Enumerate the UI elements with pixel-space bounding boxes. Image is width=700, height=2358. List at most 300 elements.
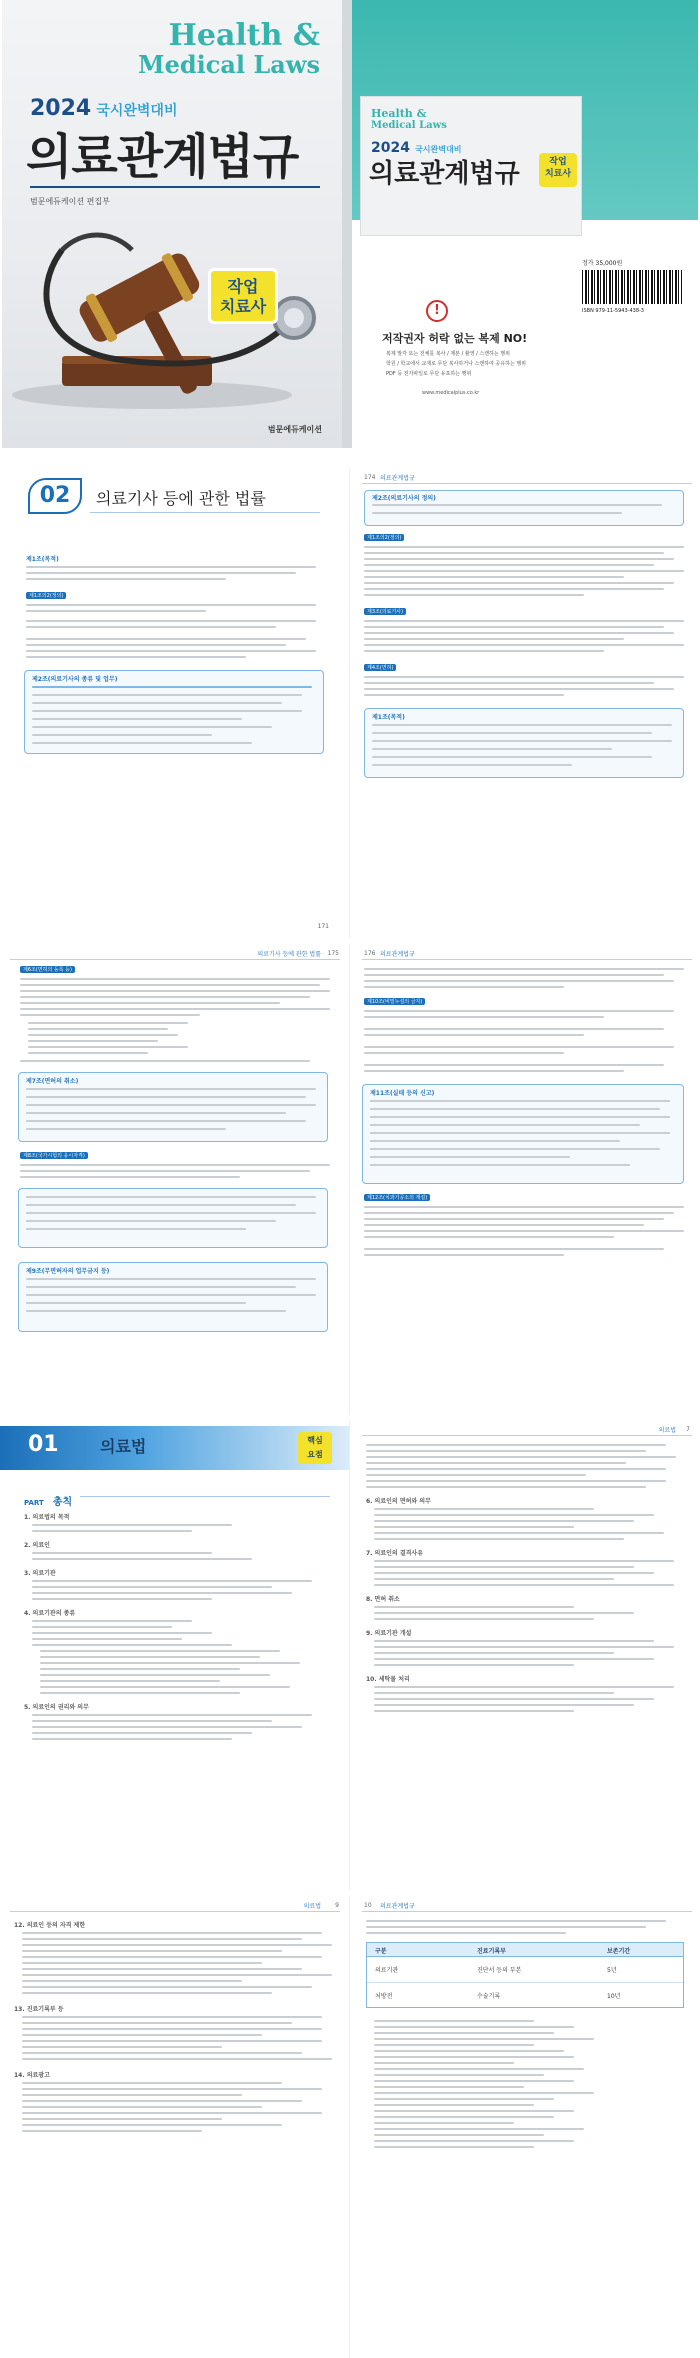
text-line-placeholder xyxy=(364,1046,674,1048)
book-spine xyxy=(342,0,352,448)
warning-line-1: 복제 발각 또는 전체를 복사 / 제본 / 촬영 / 스캔하는 행위 xyxy=(386,351,510,357)
text-line-placeholder xyxy=(364,1010,674,1012)
text-line-placeholder xyxy=(370,1156,570,1158)
text-line-placeholder xyxy=(20,1002,280,1004)
profession-badge xyxy=(208,268,278,324)
text-line-placeholder xyxy=(374,2062,514,2064)
text-line-placeholder xyxy=(374,2104,534,2106)
table-header-cell: 보존기간 xyxy=(607,1948,631,1955)
text-line-placeholder xyxy=(370,1108,660,1110)
item-heading: 3. 의료기관 xyxy=(24,1570,56,1577)
text-line-placeholder xyxy=(26,1088,316,1090)
text-line-placeholder xyxy=(374,1584,674,1586)
text-line-placeholder xyxy=(22,1950,282,1952)
text-line-placeholder xyxy=(28,1040,158,1042)
text-line-placeholder xyxy=(364,620,684,622)
edition-year: 2024 xyxy=(30,96,92,121)
text-line-placeholder xyxy=(26,1204,296,1206)
table-header-cell: 구분 xyxy=(375,1948,387,1955)
text-line-placeholder xyxy=(40,1662,300,1664)
item-heading: 8. 면허 취소 xyxy=(366,1596,400,1603)
text-line-placeholder xyxy=(22,2094,242,2096)
text-line-placeholder xyxy=(26,1278,316,1280)
section-title: 총칙 xyxy=(52,1497,73,1508)
text-line-placeholder xyxy=(32,1720,272,1722)
text-line-placeholder xyxy=(22,1980,242,1982)
text-line-placeholder xyxy=(22,2118,222,2120)
table-cell: 5년 xyxy=(607,1967,617,1974)
section-tag: 제8조(국가시험의 응시자격) xyxy=(20,1152,88,1159)
text-line-placeholder xyxy=(26,620,316,622)
item-heading: 13. 진료기록부 등 xyxy=(14,2006,64,2013)
text-line-placeholder xyxy=(364,1016,604,1018)
text-line-placeholder xyxy=(26,572,296,574)
text-line-placeholder xyxy=(374,1606,574,1608)
spread-2 xyxy=(0,944,700,1414)
text-line-placeholder xyxy=(20,1060,310,1062)
section-tag: 제4조(면허) xyxy=(364,664,396,671)
chapter-number: 01 xyxy=(28,1432,59,1457)
text-line-placeholder xyxy=(374,1664,574,1666)
text-line-placeholder xyxy=(40,1686,290,1688)
section-tag: 제10조(비밀누설의 금지) xyxy=(364,998,425,1005)
warning-line-3: PDF 등 전자파일로 무단 유포하는 행위 xyxy=(386,371,472,377)
text-line-placeholder xyxy=(28,1052,148,1054)
section-rule xyxy=(80,1496,330,1497)
text-line-placeholder xyxy=(22,1986,312,1988)
page-number: 171 xyxy=(317,923,329,930)
text-line-placeholder xyxy=(40,1674,270,1676)
barcode xyxy=(582,270,682,304)
text-line-placeholder xyxy=(32,1638,182,1640)
text-line-placeholder xyxy=(372,756,652,758)
text-line-placeholder xyxy=(364,1034,584,1036)
text-line-placeholder xyxy=(366,1450,646,1452)
text-line-placeholder xyxy=(32,1552,212,1554)
text-line-placeholder xyxy=(22,1962,262,1964)
text-line-placeholder xyxy=(32,694,302,696)
text-line-placeholder xyxy=(364,1212,674,1214)
text-line-placeholder xyxy=(32,1732,252,1734)
text-line-placeholder xyxy=(32,1726,302,1728)
text-line-placeholder xyxy=(22,2106,262,2108)
text-line-placeholder xyxy=(20,978,330,980)
back-title-card xyxy=(360,96,582,236)
text-line-placeholder xyxy=(366,1920,666,1922)
section-tag: 제3조(의료기사) xyxy=(364,608,406,615)
page-number: 174 xyxy=(364,474,376,481)
spread1-left-page xyxy=(0,468,350,938)
text-line-placeholder xyxy=(20,990,330,992)
item-heading: 9. 의료기관 개설 xyxy=(366,1630,412,1637)
text-line-placeholder xyxy=(20,1176,240,1178)
back-cover xyxy=(352,0,698,448)
text-line-placeholder xyxy=(374,2032,554,2034)
section-heading xyxy=(24,1490,72,1509)
front-cover xyxy=(2,0,342,448)
text-line-placeholder xyxy=(26,656,246,658)
text-line-placeholder xyxy=(364,682,654,684)
text-line-placeholder xyxy=(366,1462,626,1464)
text-line-placeholder xyxy=(22,1944,332,1946)
text-line-placeholder xyxy=(32,726,272,728)
text-line-placeholder xyxy=(40,1692,240,1694)
text-line-placeholder xyxy=(28,1034,178,1036)
text-line-placeholder xyxy=(20,1014,200,1016)
text-line-placeholder xyxy=(366,1468,666,1470)
text-line-placeholder xyxy=(374,2116,554,2118)
text-line-placeholder xyxy=(364,1028,664,1030)
running-header: 의료법 xyxy=(658,1427,676,1434)
text-line-placeholder xyxy=(32,734,212,736)
text-line-placeholder xyxy=(22,2034,262,2036)
table-cell: 진단서 등의 부본 xyxy=(477,1967,522,1974)
text-line-placeholder xyxy=(374,1710,574,1712)
text-line-placeholder xyxy=(374,2074,544,2076)
text-line-placeholder xyxy=(22,1956,322,1958)
text-line-placeholder xyxy=(374,1566,634,1568)
table-cell: 10년 xyxy=(607,1993,621,2000)
text-line-placeholder xyxy=(32,718,242,720)
text-line-placeholder xyxy=(364,1206,684,1208)
text-line-placeholder xyxy=(20,984,320,986)
text-line-placeholder xyxy=(364,582,674,584)
page-number: 9 xyxy=(335,1902,339,1909)
text-line-placeholder xyxy=(374,2146,534,2148)
text-line-placeholder xyxy=(374,2122,514,2124)
text-line-placeholder xyxy=(26,1112,286,1114)
isbn: ISBN 979-11-5943-438-3 xyxy=(582,308,644,314)
text-line-placeholder xyxy=(22,2124,282,2126)
text-line-placeholder xyxy=(364,694,564,696)
text-line-placeholder xyxy=(374,1646,674,1648)
section-heading: 제1조(목적) xyxy=(26,556,59,563)
text-line-placeholder xyxy=(364,986,564,988)
text-line-placeholder xyxy=(32,742,252,744)
text-line-placeholder xyxy=(364,968,684,970)
item-heading: 4. 의료기관의 종류 xyxy=(24,1610,76,1617)
text-line-placeholder xyxy=(370,1132,670,1134)
text-line-placeholder xyxy=(372,512,622,514)
text-line-placeholder xyxy=(32,702,282,704)
text-line-placeholder xyxy=(364,1236,614,1238)
text-line-placeholder xyxy=(374,2128,584,2130)
highlight-box xyxy=(362,1084,684,1184)
text-line-placeholder xyxy=(32,1530,192,1532)
table-header-row xyxy=(367,1943,683,1957)
text-line-placeholder xyxy=(370,1100,670,1102)
spread4-right-page xyxy=(352,1896,700,2358)
chapter-title: 의료기사 등에 관한 법률 xyxy=(96,489,266,508)
text-line-placeholder xyxy=(364,1248,664,1250)
text-line-placeholder xyxy=(372,740,672,742)
item-heading: 1. 의료법의 목적 xyxy=(24,1514,70,1521)
text-line-placeholder xyxy=(20,1008,330,1010)
text-line-placeholder xyxy=(26,1302,246,1304)
text-line-placeholder xyxy=(374,2026,574,2028)
text-line-placeholder xyxy=(26,1120,306,1122)
text-line-placeholder xyxy=(20,1164,330,1166)
edition-suffix: 국시완벽대비 xyxy=(96,103,178,119)
spread2-left-page xyxy=(0,944,350,1414)
running-header: 의료기사 등에 관한 법률 xyxy=(257,951,321,958)
text-line-placeholder xyxy=(26,566,316,568)
item-heading: 7. 의료인의 결격사유 xyxy=(366,1550,424,1557)
badge-line-1: 작업 xyxy=(227,277,259,296)
text-line-placeholder xyxy=(22,2082,282,2084)
text-line-placeholder xyxy=(26,626,276,628)
text-line-placeholder xyxy=(366,1456,676,1458)
text-line-placeholder xyxy=(22,2028,322,2030)
text-line-placeholder xyxy=(22,2040,322,2042)
text-line-placeholder xyxy=(366,1474,586,1476)
text-line-placeholder xyxy=(364,576,624,578)
warning-line-2: 학원 / 학교에서 교재로 무단 복사하거나 스캔하여 공유하는 행위 xyxy=(386,361,526,367)
item-heading: 5. 의료인의 권리와 의무 xyxy=(24,1704,89,1711)
text-line-placeholder xyxy=(26,1128,226,1130)
page-number: 7 xyxy=(686,1426,690,1433)
text-line-placeholder xyxy=(32,1714,312,1716)
text-line-placeholder xyxy=(22,2088,322,2090)
chapter-title: 의료법 xyxy=(100,1437,147,1456)
text-line-placeholder xyxy=(374,2068,584,2070)
text-line-placeholder xyxy=(374,1652,614,1654)
text-line-placeholder xyxy=(22,2058,332,2060)
cover-spread xyxy=(0,0,700,448)
text-line-placeholder xyxy=(22,1968,302,1970)
back-edition-year: 2024 xyxy=(371,140,410,156)
text-line-placeholder xyxy=(374,2110,574,2112)
chapter-title-rule xyxy=(90,512,320,513)
text-line-placeholder xyxy=(364,632,674,634)
text-line-placeholder xyxy=(374,2098,554,2100)
spread4-left-page xyxy=(0,1896,350,2358)
running-header: 의료관계법규 xyxy=(380,475,415,482)
spread3-left-page xyxy=(0,1420,350,1890)
text-line-placeholder xyxy=(364,594,584,596)
running-header: 의료관계법규 xyxy=(380,1903,415,1910)
back-badge-line-1: 작업 xyxy=(549,157,567,167)
note-box-2 xyxy=(364,708,684,778)
text-line-placeholder xyxy=(364,644,684,646)
text-line-placeholder xyxy=(370,1164,630,1166)
table-cell: 처방전 xyxy=(375,1993,393,2000)
text-line-placeholder xyxy=(22,2046,222,2048)
text-line-placeholder xyxy=(374,1538,624,1540)
item-heading: 12. 의료인 등의 자격 제한 xyxy=(14,1922,86,1929)
text-line-placeholder xyxy=(374,1704,634,1706)
text-line-placeholder xyxy=(374,1658,654,1660)
text-line-placeholder xyxy=(22,2112,322,2114)
table-row xyxy=(367,1957,683,1983)
text-line-placeholder xyxy=(26,1104,316,1106)
warning-title: 저작권자 허락 없는 복제 NO! xyxy=(382,332,528,345)
text-line-placeholder xyxy=(26,610,206,612)
text-line-placeholder xyxy=(364,546,684,548)
text-line-placeholder xyxy=(32,1620,192,1622)
text-line-placeholder xyxy=(374,1508,594,1510)
text-line-placeholder xyxy=(364,688,674,690)
cover-title-underline xyxy=(30,186,320,188)
back-main-title: 의료관계법규 xyxy=(369,159,520,189)
text-line-placeholder xyxy=(22,1992,272,1994)
header-rule xyxy=(362,483,692,484)
text-line-placeholder xyxy=(366,1444,666,1446)
text-line-placeholder xyxy=(364,1052,564,1054)
page-number: 176 xyxy=(364,950,376,957)
text-line-placeholder xyxy=(28,1028,168,1030)
text-line-placeholder xyxy=(26,638,306,640)
text-line-placeholder xyxy=(22,1938,302,1940)
text-line-placeholder xyxy=(22,2130,202,2132)
text-line-placeholder xyxy=(26,578,226,580)
text-line-placeholder xyxy=(364,974,664,976)
chapter-number-box: 02 xyxy=(28,478,82,514)
text-line-placeholder xyxy=(22,2100,302,2102)
text-line-placeholder xyxy=(40,1668,240,1670)
text-line-placeholder xyxy=(32,686,312,688)
text-line-placeholder xyxy=(26,1212,316,1214)
text-line-placeholder xyxy=(364,626,664,628)
section-tag: 제1조의2(정의) xyxy=(364,534,404,541)
text-line-placeholder xyxy=(372,724,672,726)
table-row xyxy=(367,1983,683,2007)
text-line-placeholder xyxy=(374,1698,654,1700)
cover-title-en-1: Health & xyxy=(168,18,320,53)
text-line-placeholder xyxy=(366,1480,666,1482)
text-line-placeholder xyxy=(364,588,664,590)
text-line-placeholder xyxy=(364,1070,624,1072)
header-rule xyxy=(362,1911,692,1912)
badge-line-2: 치료사 xyxy=(219,297,267,316)
text-line-placeholder xyxy=(26,1228,246,1230)
text-line-placeholder xyxy=(26,1220,276,1222)
item-heading: 10. 세탁물 처리 xyxy=(366,1676,410,1683)
text-line-placeholder xyxy=(364,564,654,566)
spread-3 xyxy=(0,1420,700,1890)
text-line-placeholder xyxy=(374,1686,674,1688)
text-line-placeholder xyxy=(364,558,674,560)
text-line-placeholder xyxy=(26,1310,286,1312)
text-line-placeholder xyxy=(26,1196,316,1198)
section-tag: 제6조(면허의 등록 등) xyxy=(20,966,75,973)
page-number: 175 xyxy=(327,950,339,957)
text-line-placeholder xyxy=(26,644,286,646)
back-title-en-2: Medical Laws xyxy=(371,120,447,131)
text-line-placeholder xyxy=(374,2134,544,2136)
text-line-placeholder xyxy=(372,504,662,506)
section-tag: 제1조의2(정의) xyxy=(26,592,66,599)
text-line-placeholder xyxy=(366,1486,646,1488)
highlight-box-3-title: 제9조(무면허자의 업무금지 등) xyxy=(26,1268,110,1275)
text-line-placeholder xyxy=(364,552,664,554)
text-line-placeholder xyxy=(364,1254,564,1256)
text-line-placeholder xyxy=(374,2020,534,2022)
header-rule xyxy=(362,959,692,960)
text-line-placeholder xyxy=(364,1064,664,1066)
text-line-placeholder xyxy=(374,1618,594,1620)
text-line-placeholder xyxy=(22,2016,322,2018)
chapter-tag-line-2: 요점 xyxy=(307,1450,323,1459)
text-line-placeholder xyxy=(370,1148,660,1150)
text-line-placeholder xyxy=(32,710,302,712)
text-line-placeholder xyxy=(32,1626,172,1628)
table-header-cell: 진료기록부 xyxy=(477,1948,506,1955)
text-line-placeholder xyxy=(32,1524,232,1526)
text-line-placeholder xyxy=(374,2086,524,2088)
spread2-right-page xyxy=(352,944,700,1414)
highlight-box-title: 제11조(실태 등의 신고) xyxy=(370,1090,435,1097)
text-line-placeholder xyxy=(374,2140,574,2142)
text-line-placeholder xyxy=(364,1230,684,1232)
text-line-placeholder xyxy=(374,1572,654,1574)
price: 정가 35,000원 xyxy=(582,260,623,267)
text-line-placeholder xyxy=(374,2080,574,2082)
text-line-placeholder xyxy=(28,1022,188,1024)
text-line-placeholder xyxy=(374,1520,634,1522)
text-line-placeholder xyxy=(32,1558,252,1560)
text-line-placeholder xyxy=(32,1632,212,1634)
text-line-placeholder xyxy=(374,1640,654,1642)
gavel-stethoscope-illustration xyxy=(2,210,342,410)
text-line-placeholder xyxy=(364,1224,644,1226)
text-line-placeholder xyxy=(20,996,310,998)
text-line-placeholder xyxy=(374,1532,664,1534)
text-line-placeholder xyxy=(374,2050,564,2052)
text-line-placeholder xyxy=(26,1096,306,1098)
highlight-box-title: 제7조(면허의 취소) xyxy=(26,1078,79,1085)
table-cell: 수술기록 xyxy=(477,1993,501,2000)
item-heading: 2. 의료인 xyxy=(24,1542,50,1549)
page-number: 10 xyxy=(364,1902,372,1909)
text-line-placeholder xyxy=(374,1578,614,1580)
spread-4 xyxy=(0,1896,700,2358)
summary-table xyxy=(366,1942,684,2008)
text-line-placeholder xyxy=(32,1644,232,1646)
text-line-placeholder xyxy=(32,1592,292,1594)
text-line-placeholder xyxy=(364,676,684,678)
text-line-placeholder xyxy=(22,1932,322,1934)
header-rule xyxy=(10,959,340,960)
text-line-placeholder xyxy=(26,1286,296,1288)
text-line-placeholder xyxy=(374,2092,594,2094)
text-line-placeholder xyxy=(364,980,674,982)
note-box-2-title: 제1조(목적) xyxy=(372,714,405,721)
text-line-placeholder xyxy=(26,650,316,652)
publisher-line: 범문에듀케이션 편집부 xyxy=(30,197,110,206)
back-badge-line-2: 치료사 xyxy=(544,169,572,179)
text-line-placeholder xyxy=(372,732,652,734)
text-line-placeholder xyxy=(26,1294,316,1296)
highlight-box-title: 제2조(의료기사의 종류 및 업무) xyxy=(32,676,118,683)
spread-1 xyxy=(0,468,700,938)
text-line-placeholder xyxy=(364,638,624,640)
running-header: 의료관계법규 xyxy=(380,951,415,958)
text-line-placeholder xyxy=(374,2056,574,2058)
table-cell: 의료기관 xyxy=(375,1967,399,1974)
section-prefix: PART xyxy=(24,1499,44,1507)
running-header: 의료법 xyxy=(303,1903,321,1910)
back-edition-suffix: 국시완벽대비 xyxy=(415,145,462,154)
text-line-placeholder xyxy=(374,2038,594,2040)
spread1-right-page xyxy=(352,468,700,938)
text-line-placeholder xyxy=(374,2044,534,2046)
text-line-placeholder xyxy=(364,650,604,652)
text-line-placeholder xyxy=(374,1560,674,1562)
text-line-placeholder xyxy=(366,1926,646,1928)
text-line-placeholder xyxy=(32,1598,212,1600)
item-heading: 14. 의료광고 xyxy=(14,2072,50,2079)
